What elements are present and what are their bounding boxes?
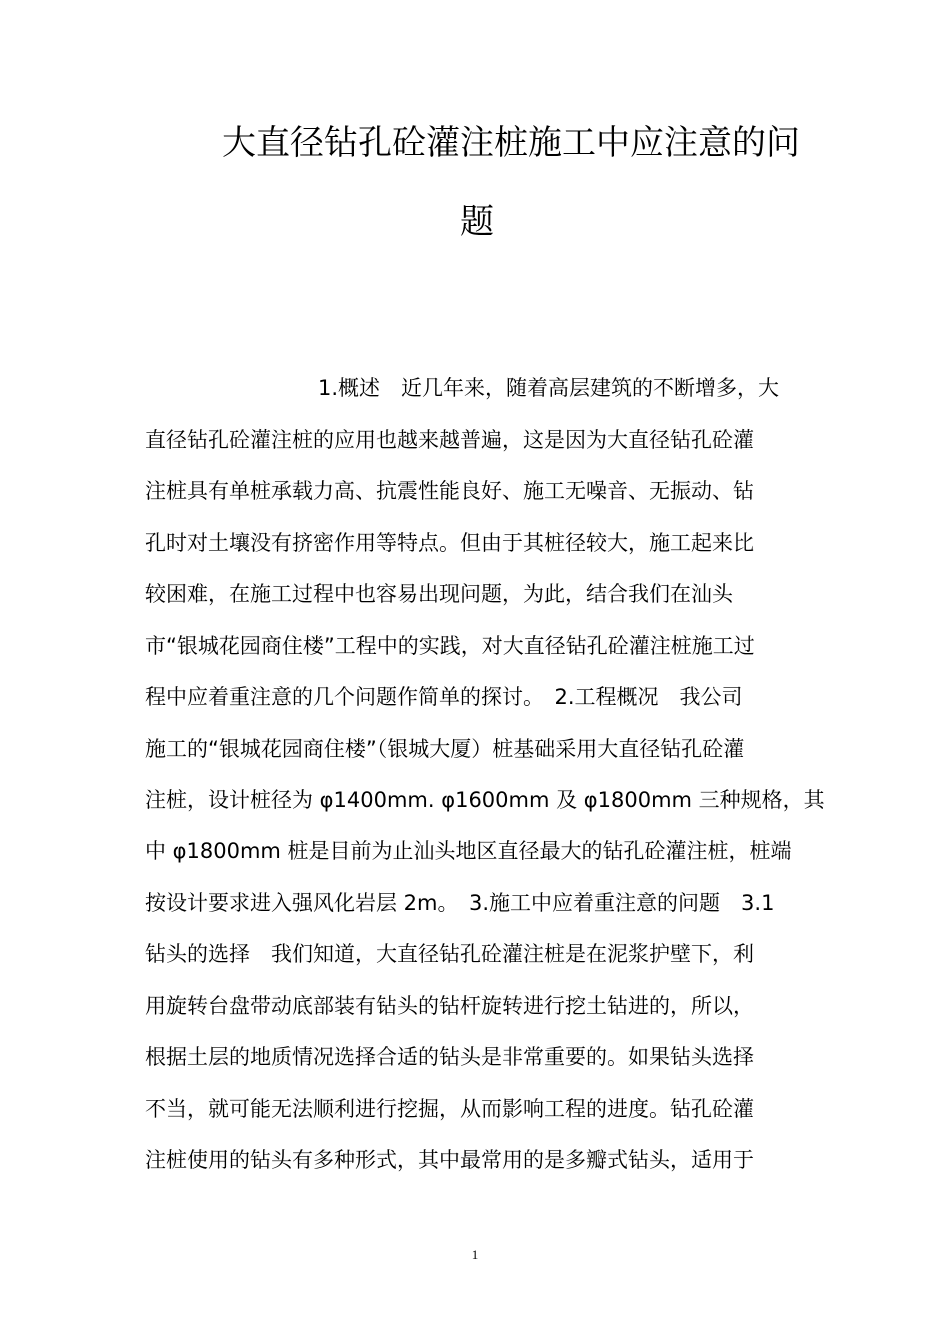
body-line-8: 施工的“银城花园商住楼”（银城大厦）桩基础采用大直径钻孔砼灌 [145, 737, 745, 761]
page-number: 1 [471, 1247, 479, 1262]
body-line-5: 较困难，在施工过程中也容易出现问题，为此，结合我们在汕头 [145, 582, 733, 606]
body-line-15: 不当，就可能无法顺利进行挖掘，从而影响工程的进度。钻孔砼灌 [145, 1097, 754, 1121]
body-line-2: 直径钻孔砼灌注桩的应用也越来越普遍，这是因为大直径钻孔砼灌 [145, 428, 754, 452]
body-line-4: 孔时对土壤没有挤密作用等特点。但由于其桩径较大，施工起来比 [145, 531, 754, 555]
document-title-line-1: 大直径钻孔砼灌注桩施工中应注意的问 [222, 123, 800, 163]
body-line-11: 按设计要求进入强风化岩层 2m。 3.施工中应着重注意的问题 3.1 [145, 891, 775, 915]
body-line-3: 注桩具有单桩承载力高、抗震性能良好、施工无噪音、无振动、钻 [145, 479, 754, 503]
body-line-6: 市“银城花园商住楼”工程中的实践，对大直径钻孔砼灌注桩施工过 [145, 634, 755, 658]
document-title-line-2: 题 [460, 202, 494, 242]
body-line-14: 根据土层的地质情况选择合适的钻头是非常重要的。如果钻头选择 [145, 1045, 754, 1069]
body-line-12: 钻头的选择 我们知道，大直径钻孔砼灌注桩是在泥浆护壁下，利 [145, 942, 754, 966]
body-line-10: 中 φ1800mm 桩是目前为止汕头地区直径最大的钻孔砼灌注桩，桩端 [145, 839, 792, 863]
body-line-1: 1.概述 近几年来，随着高层建筑的不断增多，大 [318, 376, 780, 400]
body-line-7: 程中应着重注意的几个问题作简单的探讨。 2.工程概况 我公司 [145, 685, 743, 709]
body-line-13: 用旋转台盘带动底部装有钻头的钻杆旋转进行挖土钻进的，所以， [145, 994, 754, 1018]
body-line-16: 注桩使用的钻头有多种形式，其中最常用的是多瓣式钻头，适用于 [145, 1148, 754, 1172]
body-line-9: 注桩，设计桩径为 φ1400mm. φ1600mm 及 φ1800mm 三种规格，其 [145, 788, 825, 812]
